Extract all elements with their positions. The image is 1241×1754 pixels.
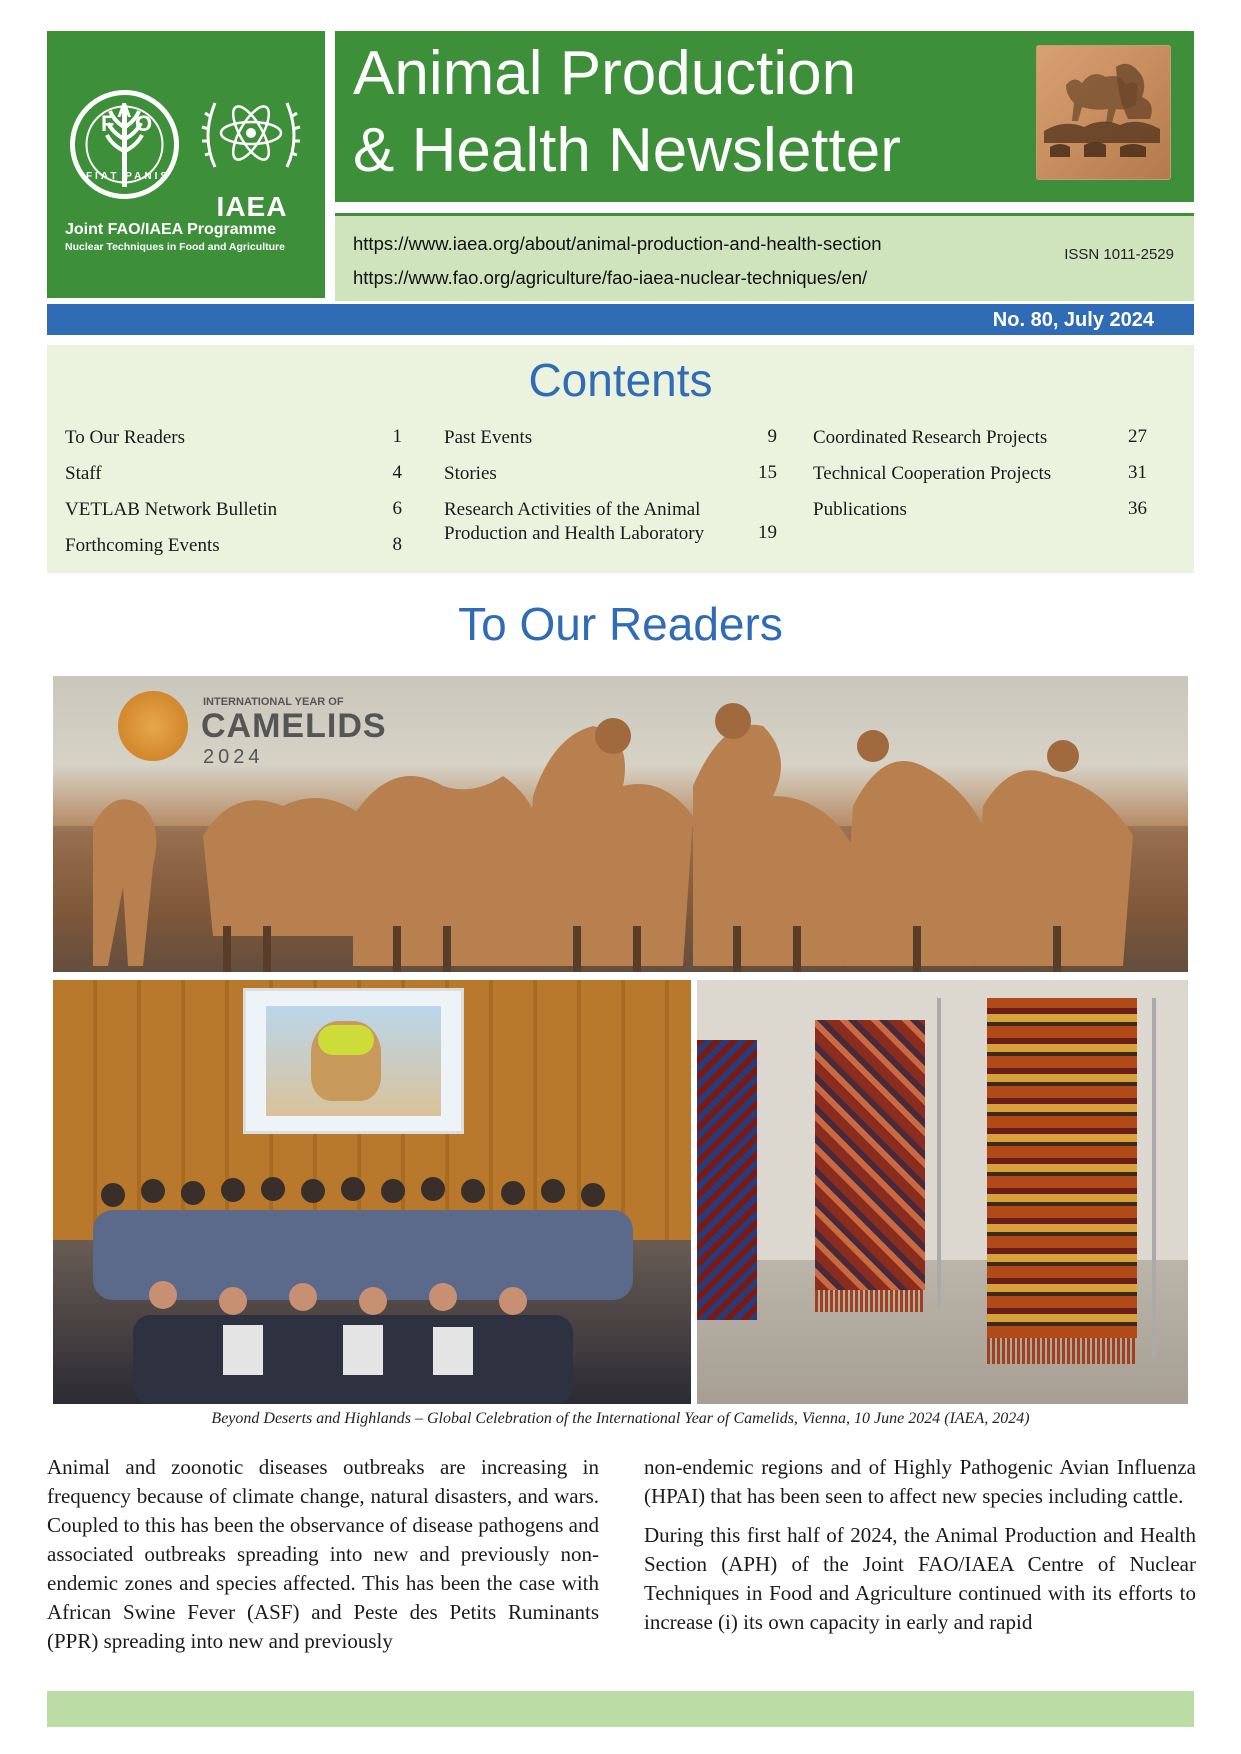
body-column-left: [47, 1453, 599, 1666]
textile-panel: [987, 998, 1137, 1338]
programme-title: Joint FAO/IAEA Programme: [65, 221, 276, 238]
toc-item-crp[interactable]: Coordinated Research Projects: [813, 427, 1048, 448]
logo-block: [47, 31, 325, 298]
camels-photo: [53, 676, 1188, 972]
toc-item-stories[interactable]: Stories: [444, 463, 497, 484]
iyc-small-label: INTERNATIONAL YEAR OF: [203, 696, 344, 708]
toc-page: 27: [1128, 426, 1147, 447]
issn-label: ISSN 1011-2529: [1064, 246, 1174, 263]
contents-title: Contents: [528, 354, 713, 406]
newsletter-title-line-1: Animal Production: [353, 39, 857, 108]
section-title: To Our Readers: [458, 598, 783, 650]
iyc-camel-icon: [118, 691, 188, 761]
paragraph: Animal and zoonotic diseases outbreaks are increasing in frequency because of climate change, natural disasters, and wars. Coupled to this has been the observance of disease pathogens and associated outbreaks spreading into new and previously non-endemic zones and species affected. This has been the case with African Swine Fever (ASF) and Peste des Petits Ruminants (PPR) spreading into new and previously: [47, 1455, 599, 1653]
iaea-url-link[interactable]: https://www.iaea.org/about/animal-production-and-health-section: [353, 233, 882, 254]
svg-text:O: O: [135, 111, 153, 136]
toc-page: 8: [392, 534, 402, 555]
toc-page: 36: [1128, 498, 1147, 519]
toc-item-forthcoming-events[interactable]: Forthcoming Events: [65, 535, 220, 556]
iyc-big-label: CAMELIDS: [201, 707, 387, 745]
issue-number: No. 80, July 2024: [992, 309, 1154, 331]
iaea-atom-icon: [197, 77, 305, 189]
fao-url-link[interactable]: https://www.fao.org/agriculture/fao-iaea-nuclear-techniques/en/: [353, 267, 868, 288]
fao-motto: FIAT PANIS: [85, 171, 171, 182]
toc-item-publications[interactable]: Publications: [813, 499, 907, 520]
programme-subtitle: Nuclear Techniques in Food and Agriculture: [65, 241, 285, 253]
paragraph: non-endemic regions and of Highly Pathogenic Avian Influenza (HPAI) that has been seen to affect new species including cattle.: [644, 1455, 1196, 1508]
fao-logo-icon: [67, 87, 182, 202]
textile-panel: [815, 1020, 925, 1290]
toc-page: 4: [392, 462, 402, 483]
svg-text:A: A: [117, 100, 132, 122]
iyc-year: 2024: [203, 746, 264, 768]
toc-page: 6: [392, 498, 402, 519]
paragraph: During this first half of 2024, the Animal Production and Health Section (APH) of the Joint FAO/IAEA Centre of Nuclear Techniques in Food and Agriculture continued with its efforts to increase (i) its own capacity in early and rapid: [644, 1523, 1196, 1634]
toc-page: 31: [1128, 462, 1147, 483]
contents-block: [47, 345, 1194, 573]
newsletter-title-line-2: & Health Newsletter: [353, 116, 901, 185]
toc-item-tc-projects[interactable]: Technical Cooperation Projects: [813, 463, 1052, 484]
toc-item-to-our-readers[interactable]: To Our Readers: [65, 427, 186, 448]
livestock-silhouette-icon: [1036, 45, 1171, 180]
footer-bar: [47, 1691, 1194, 1727]
body-column-right: [644, 1453, 1196, 1647]
newsletter-title-block: [335, 31, 1194, 202]
group-photo: [53, 980, 691, 1404]
projection-screen: [243, 988, 464, 1134]
toc-page: 1: [392, 426, 402, 447]
toc-page: 15: [758, 462, 777, 483]
photo-caption: Beyond Deserts and Highlands – Global Celebration of the International Year of Camelids, Vienna, 10 June 2024 (IAEA, 2024): [211, 1410, 1030, 1427]
issue-bar: [47, 304, 1194, 335]
toc-page: 9: [767, 426, 777, 447]
textile-panel: [697, 1040, 757, 1320]
toc-item-research-activities[interactable]: Research Activities of the Animal Production and Health Laboratory: [444, 499, 705, 544]
toc-item-past-events[interactable]: Past Events: [444, 427, 533, 448]
textile-exhibit-photo: [697, 980, 1188, 1404]
toc-item-staff[interactable]: Staff: [65, 463, 102, 484]
iaea-label: IAEA: [216, 191, 288, 222]
toc-item-vetlab[interactable]: VETLAB Network Bulletin: [65, 499, 278, 520]
toc-page: 19: [758, 522, 777, 543]
svg-text:F: F: [101, 111, 115, 136]
url-block: [335, 213, 1194, 301]
